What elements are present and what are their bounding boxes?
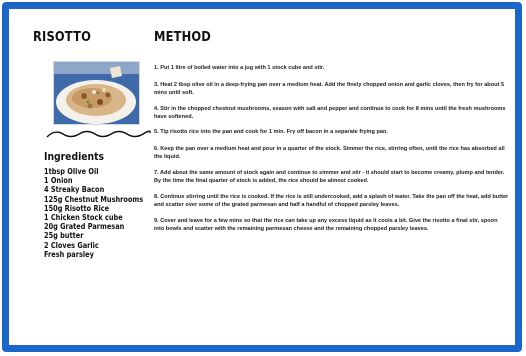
ingredient-item: Fresh parsley xyxy=(44,249,94,259)
ingredient-item: 20g Grated Parmesan xyxy=(44,222,125,232)
method-step: 4. Stir in the chopped chestnut mushrooms, season with salt and pepper and continue to cook for 8 mins until the fresh mushrooms have softened. xyxy=(154,106,506,120)
ingredients-list xyxy=(44,167,165,259)
method-step: 7. Add about the same amount of stock again and continue to simmer and stir - it should start to become creamy, plump and tender. By the time the final quarter of stock is added, the rice should be almost cooked. xyxy=(154,170,505,184)
method-step: 6. Keep the pan over a medium heat and pour in a quarter of the stock. Simmer the rice, stirring often, until the rice has absorbed all the liquid. xyxy=(154,146,505,160)
ingredient-item: 125g Chestnut Mushrooms xyxy=(44,194,144,204)
wavy-divider xyxy=(46,127,151,145)
ingredients-heading: Ingredients xyxy=(44,151,105,163)
ingredient-item: 4 Streaky Bacon xyxy=(44,185,105,195)
ingredient-item: 1 Chicken Stock cube xyxy=(44,213,123,223)
method-step: 3. Heat 2 tbsp olive oil in a deep-frying pan over a medium heat. Add the finely chopped onion and garlic cloves, then fry for about 5 mins until soft. xyxy=(154,82,505,96)
risotto-photo xyxy=(53,61,140,125)
ingredient-item: 150g Risotto Rice xyxy=(44,203,110,213)
method-heading: METHOD xyxy=(154,29,211,45)
method-step: 8. Continue stirring until the rice is cooked. If the rice is still undercooked, add a splash of water. Take the pan off the heat, add butter and scatter over some of the grated parmesan and half a handful of chopped parsley leaves. xyxy=(154,194,509,208)
ingredient-item: 2 Cloves Garlic xyxy=(44,240,99,250)
recipe-title: RISOTTO xyxy=(33,29,91,45)
method-step: 1. Put 1 litre of boiled water into a jug with 1 stock cube and stir. xyxy=(154,65,325,71)
method-step: 9. Cover and leave for a few mins so that the rice can take up any excess liquid as it cools a bit. Give the risotto a final stir, spoon into bowls and scatter with the remaining parmesan cheese and the remaining chopped parsley leaves. xyxy=(154,218,498,232)
ingredient-item: 1 Onion xyxy=(44,176,73,186)
ingredient-item: 1tbsp Olive Oil xyxy=(44,167,99,176)
method-step: 5. Tip risotto rice into the pan and cook for 1 min. Fry off bacon in a separate frying pan. xyxy=(154,129,388,135)
ingredient-item: 25g butter xyxy=(44,231,84,241)
